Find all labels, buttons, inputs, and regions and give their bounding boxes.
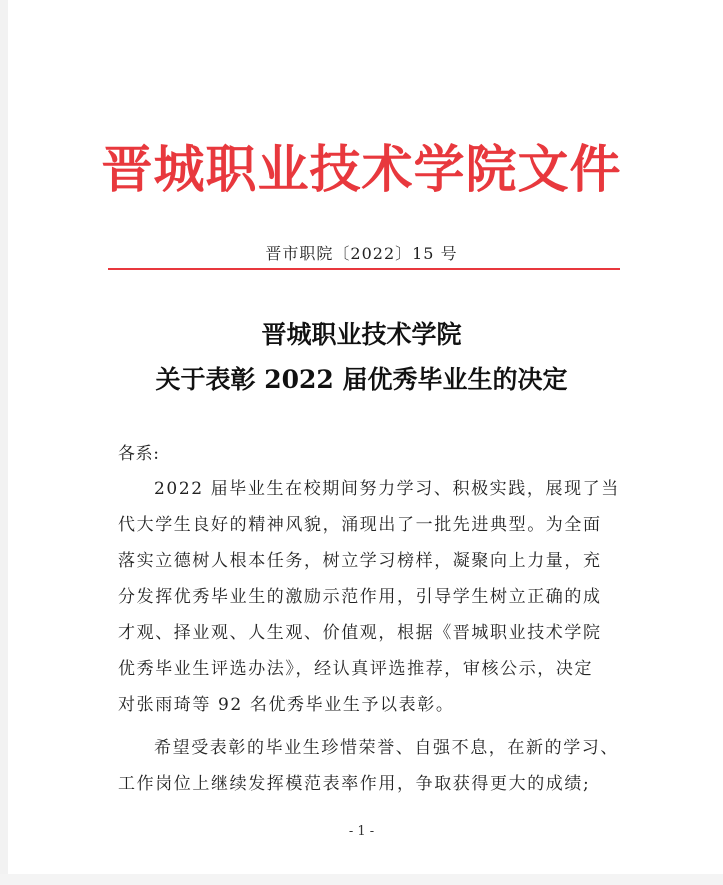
- salutation: 各系:: [118, 444, 160, 464]
- page-number: - 1 -: [348, 824, 375, 839]
- paragraph-1-line: 优秀毕业生评选办法》，经认真评选推荐，审核公示，决定: [118, 659, 594, 679]
- title-line-1: 晋城职业技术学院: [261, 320, 462, 349]
- paragraph-1-line: 2022 届毕业生在校期间努力学习、积极实践，展现了当: [154, 479, 620, 499]
- title-line-2: 关于表彰 2022 届优秀毕业生的决定: [155, 365, 568, 394]
- page-left-edge: [0, 0, 8, 885]
- paragraph-1-line: 落实立德树人根本任务，树立学习榜样，凝聚向上力量，充: [118, 551, 602, 571]
- red-divider-line: [108, 268, 620, 270]
- paragraph-1-line: 对张雨琦等 92 名优秀毕业生予以表彰。: [118, 695, 455, 715]
- paragraph-1-line: 分发挥优秀毕业生的激励示范作用，引导学生树立正确的成: [118, 587, 602, 607]
- paragraph-2-line: 希望受表彰的毕业生珍惜荣誉、自强不息，在新的学习、: [154, 738, 619, 758]
- document-number: 晋市职院〔2022〕15 号: [265, 244, 458, 263]
- paragraph-1-line: 代大学生良好的精神风貌，涌现出了一批先进典型。为全面: [118, 515, 602, 535]
- page-bottom-edge: [0, 874, 723, 885]
- document-org-header: 晋城职业技术学院文件: [101, 140, 622, 200]
- paragraph-2-line: 工作岗位上继续发挥模范表率作用，争取获得更大的成绩;: [118, 774, 591, 794]
- paragraph-1-line: 才观、择业观、人生观、价值观，根据《晋城职业技术学院: [118, 623, 602, 643]
